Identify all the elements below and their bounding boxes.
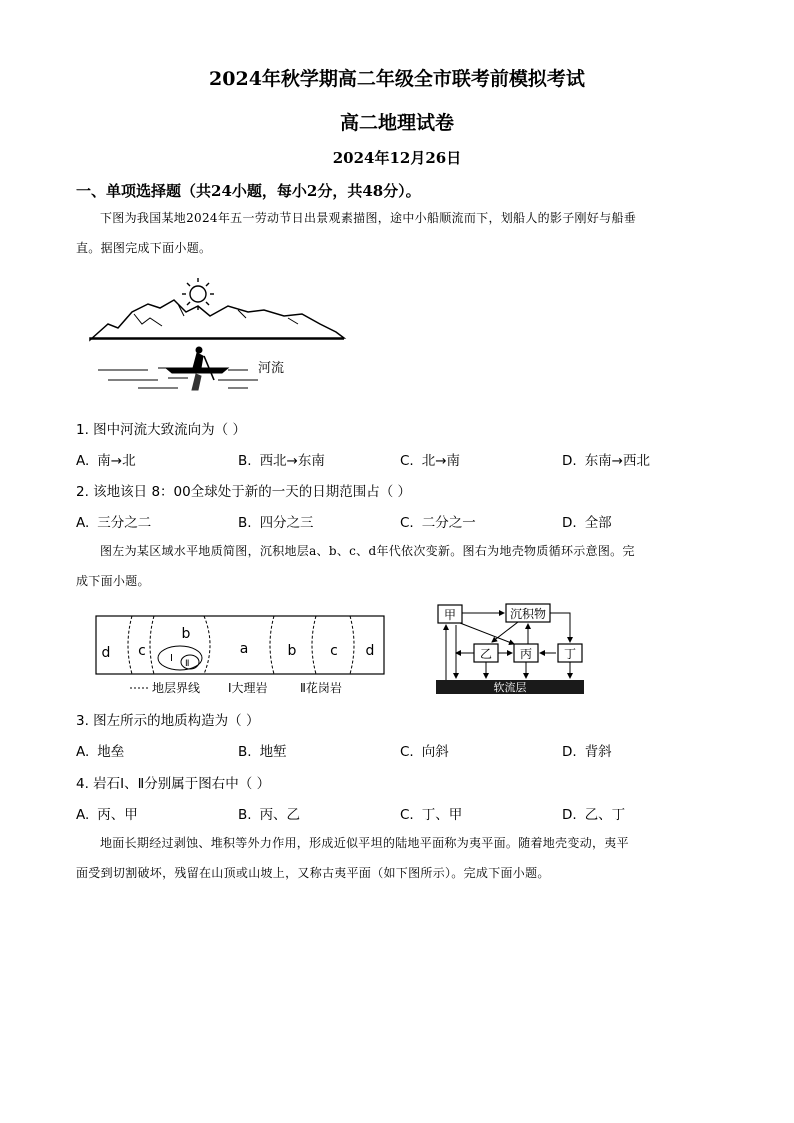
q2-option-a[interactable]: A. 三分之二 <box>76 515 152 531</box>
layer-label: a <box>239 641 249 657</box>
sunrise-river-sketch <box>88 272 348 400</box>
q4-option-c[interactable]: C. 丁、甲 <box>400 807 463 823</box>
layer-label: c <box>330 643 338 659</box>
q2-option-b[interactable]: B. 四分之三 <box>238 515 314 531</box>
q2-option-c[interactable]: C. 二分之一 <box>400 515 476 531</box>
passage3-line2: 面受到切割破坏，残留在山顶或山坡上，又称古夷平面（如下图所示）。完成下面小题。 <box>76 866 550 880</box>
q3-option-d[interactable]: D. 背斜 <box>562 744 612 760</box>
q1-option-d[interactable]: D. 东南→西北 <box>562 453 650 469</box>
legend-granite: Ⅱ花岗岩 <box>300 681 342 695</box>
geologic-map-figure <box>94 612 388 698</box>
exam-subtitle: 高二地理试卷 <box>339 112 454 134</box>
cycle-arrows <box>446 613 570 680</box>
section-heading: 一、单项选择题（共24小题，每小2分，共48分）。 <box>76 182 421 200</box>
layer-label: b <box>287 643 297 659</box>
passage1-line2: 直。据图完成下面小题。 <box>76 241 212 255</box>
label-yi: 乙 <box>479 647 493 661</box>
label-sediment: 沉积物 <box>509 607 547 621</box>
q1-option-b[interactable]: B. 西北→东南 <box>238 453 325 469</box>
q4-option-d[interactable]: D. 乙、丁 <box>562 807 626 823</box>
q3-option-a[interactable]: A. 地垒 <box>76 744 125 760</box>
q4-stem: 4. 岩石Ⅰ、Ⅱ分别属于图右中（ ） <box>76 776 271 792</box>
boat-rower-icon <box>166 347 228 390</box>
layer-label: b <box>181 626 191 642</box>
q1-stem: 1. 图中河流大致流向为（ ） <box>76 422 246 438</box>
q3-option-c[interactable]: C. 向斜 <box>400 744 449 760</box>
q3-option-b[interactable]: B. 地堑 <box>238 744 287 760</box>
label-jia: 甲 <box>443 608 457 622</box>
q4-option-a[interactable]: A. 丙、甲 <box>76 807 138 823</box>
river-label: 河流 <box>258 361 285 376</box>
marble-body <box>158 646 202 670</box>
exam-date: 2024年12月26日 <box>332 149 462 167</box>
rock-label-2: Ⅱ <box>185 659 190 669</box>
legend-marble: Ⅰ大理岩 <box>228 681 268 695</box>
rock-label-1: Ⅰ <box>170 653 173 664</box>
q3-stem: 3. 图左所示的地质构造为（ ） <box>76 713 260 729</box>
layer-label: d <box>101 645 111 661</box>
q2-option-d[interactable]: D. 全部 <box>562 515 612 531</box>
passage1-line1: 下图为我国某地2024年五一劳动节日出景观素描图，途中小船顺流而下，划船人的影子刚好与船垂 <box>100 211 637 225</box>
label-asthenosphere: 软流层 <box>493 681 527 694</box>
stratum-labels <box>102 626 375 661</box>
layer-label: d <box>365 643 375 659</box>
layer-label: c <box>138 643 146 659</box>
q2-stem: 2. 该地该日 8：00全球处于新的一天的日期范围占（ ） <box>76 484 412 500</box>
label-bing: 丙 <box>519 647 533 661</box>
q1-option-a[interactable]: A. 南→北 <box>76 453 136 469</box>
mountain-outline <box>90 300 344 340</box>
passage2-line2: 成下面小题。 <box>76 574 150 588</box>
q1-option-c[interactable]: C. 北→南 <box>400 453 461 469</box>
rock-cycle-diagram <box>432 600 588 698</box>
granite-body <box>181 655 199 669</box>
exam-title: 2024年秋学期高二年级全市联考前模拟考试 <box>209 68 585 90</box>
label-ding: 丁 <box>563 647 577 661</box>
q4-option-b[interactable]: B. 丙、乙 <box>238 807 301 823</box>
passage2-line1: 图左为某区域水平地质简图，沉积地层a、b、c、d年代依次变新。图右为地壳物质循环示意图。完 <box>100 544 635 558</box>
legend-boundary: 地层界线 <box>152 681 201 695</box>
passage3-line1: 地面长期经过剥蚀、堆积等外力作用，形成近似平坦的陆地平面称为夷平面。随着地壳变动，夷平 <box>100 836 629 850</box>
